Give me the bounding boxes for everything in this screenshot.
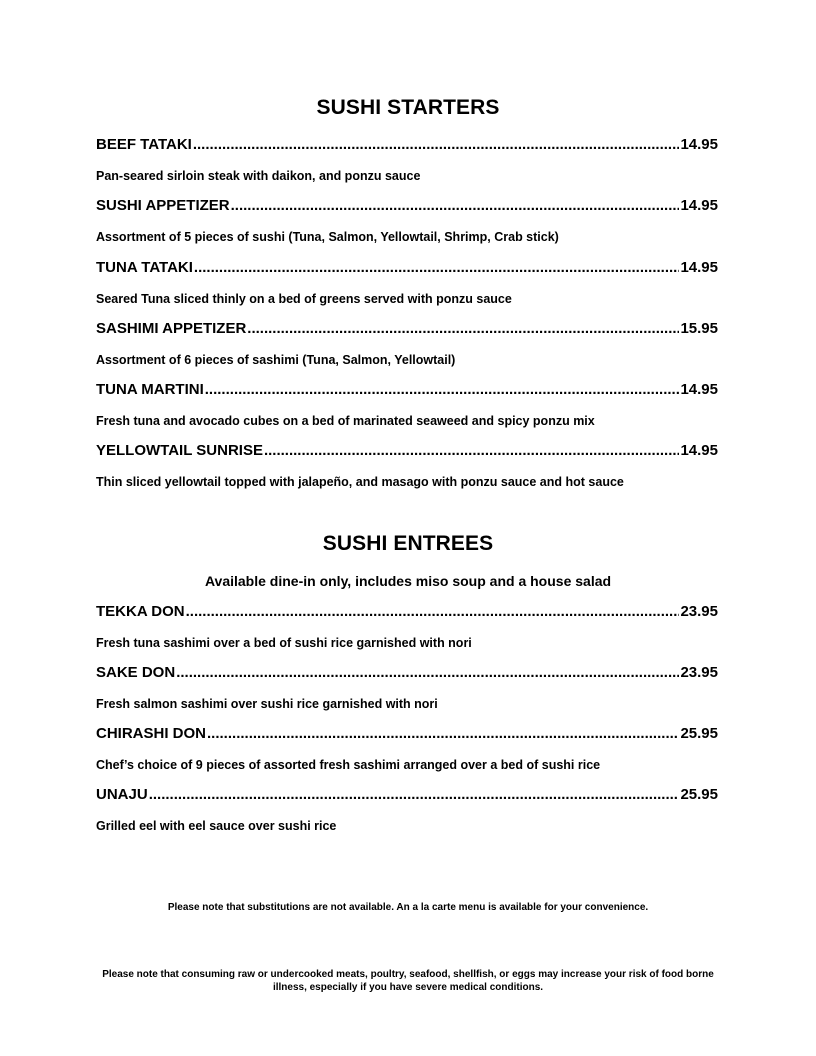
menu-item-unaju <box>96 786 718 803</box>
dot-leader <box>207 725 679 742</box>
dot-leader <box>264 442 680 459</box>
dot-leader <box>186 603 680 620</box>
item-price: 14.95 <box>680 442 718 459</box>
menu-item-yellowtail-sunrise <box>96 442 718 459</box>
starters-title: SUSHI STARTERS <box>316 96 500 119</box>
item-name: CHIRASHI DON <box>96 725 207 742</box>
dot-leader <box>231 197 680 214</box>
entrees-title: SUSHI ENTREES <box>322 532 494 555</box>
item-name: TUNA TATAKI <box>96 259 193 276</box>
item-description: Assortment of 6 pieces of sashimi (Tuna, Salmon, Yellowtail) <box>96 353 456 367</box>
item-name: UNAJU <box>96 786 148 803</box>
item-name: BEEF TATAKI <box>96 136 192 153</box>
item-description: Fresh salmon sashimi over sushi rice garnished with nori <box>96 697 438 711</box>
health-warning-note: Please note that consuming raw or undercooked meats, poultry, seafood, shellfish, or eggs may increase your risk of food borne illness, especially if you have severe medical conditions. <box>102 969 714 993</box>
dot-leader <box>194 259 680 276</box>
item-description: Fresh tuna and avocado cubes on a bed of marinated seaweed and spicy ponzu mix <box>96 414 595 428</box>
dot-leader <box>247 320 679 337</box>
dot-leader <box>205 381 680 398</box>
item-name: SAKE DON <box>96 664 176 681</box>
item-price: 14.95 <box>680 136 718 153</box>
menu-item-tuna-martini <box>96 381 718 398</box>
item-name: SUSHI APPETIZER <box>96 197 230 214</box>
item-description: Assortment of 5 pieces of sushi (Tuna, Salmon, Yellowtail, Shrimp, Crab stick) <box>96 230 559 244</box>
item-description: Chef’s choice of 9 pieces of assorted fresh sashimi arranged over a bed of sushi rice <box>96 758 601 772</box>
item-price: 14.95 <box>680 259 718 276</box>
item-description: Seared Tuna sliced thinly on a bed of greens served with ponzu sauce <box>96 292 512 306</box>
item-description: Thin sliced yellowtail topped with jalapeño, and masago with ponzu sauce and hot sauce <box>96 475 624 489</box>
item-description: Fresh tuna sashimi over a bed of sushi rice garnished with nori <box>96 636 472 650</box>
item-price: 15.95 <box>680 320 718 337</box>
item-name: YELLOWTAIL SUNRISE <box>96 442 263 459</box>
menu-item-sashimi-appetizer <box>96 320 718 337</box>
substitutions-note: Please note that substitutions are not available. An a la carte menu is available for your convenience. <box>167 902 649 913</box>
item-price: 14.95 <box>680 197 718 214</box>
entrees-subtitle: Available dine-in only, includes miso soup and a house salad <box>204 573 612 589</box>
menu-item-sake-don <box>96 664 718 681</box>
item-price: 25.95 <box>680 725 718 742</box>
menu-item-tekka-don <box>96 603 718 620</box>
item-description: Grilled eel with eel sauce over sushi rice <box>96 819 337 833</box>
dot-leader <box>193 136 680 153</box>
menu-item-sushi-appetizer <box>96 197 718 214</box>
item-price: 23.95 <box>680 664 718 681</box>
menu-item-beef-tataki <box>96 136 718 153</box>
item-description: Pan-seared sirloin steak with daikon, and ponzu sauce <box>96 169 421 183</box>
menu-item-tuna-tataki <box>96 259 718 276</box>
dot-leader <box>149 786 680 803</box>
item-price: 14.95 <box>680 381 718 398</box>
item-price: 25.95 <box>680 786 718 803</box>
item-name: TEKKA DON <box>96 603 185 620</box>
item-name: SASHIMI APPETIZER <box>96 320 247 337</box>
menu-item-chirashi-don <box>96 725 718 742</box>
item-price: 23.95 <box>680 603 718 620</box>
dot-leader <box>176 664 679 681</box>
item-name: TUNA MARTINI <box>96 381 204 398</box>
